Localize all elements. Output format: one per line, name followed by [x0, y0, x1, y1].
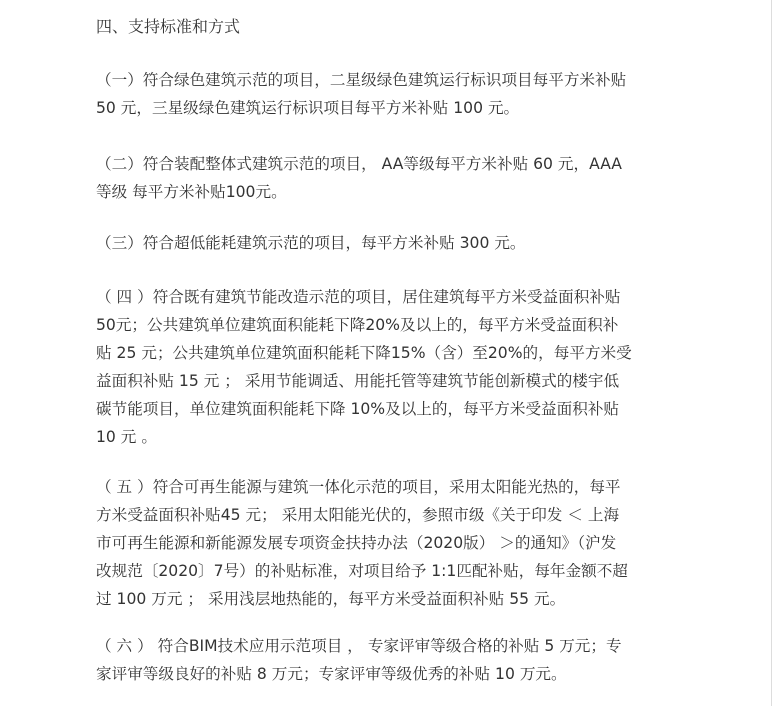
- paragraph-energy-retrofit: [96, 283, 682, 451]
- text-line: 益面积补贴 15 元 ； 采用节能调适、用能托管等建筑节能创新模式的楼宇低: [96, 372, 620, 390]
- paragraph-prefab-building: [96, 150, 682, 206]
- text-line: （ 四 ）符合既有建筑节能改造示范的项目，居住建筑每平方米受益面积补贴: [96, 288, 621, 306]
- paragraph-ultra-low-energy: [96, 229, 682, 257]
- text-line: 10 元 。: [96, 428, 157, 446]
- text-line: 市可再生能源和新能源发展专项资金扶持办法（2020版） ＞的通知》（沪发: [96, 534, 617, 552]
- text-line: （二）符合装配整体式建筑示范的项目， AA等级每平方米补贴 60 元，AAA: [96, 155, 622, 173]
- text-line: 改规范〔2020〕7号）的补贴标准，对项目给予 1:1匹配补贴，每年金额不超: [96, 562, 628, 580]
- text-line: 贴 25 元；公共建筑单位建筑面积能耗下降15%（含）至20%的，每平方米受: [96, 344, 632, 362]
- section-heading: 四、支持标准和方式: [96, 17, 241, 36]
- text-line: 等级 每平方米补贴100元。: [96, 183, 287, 201]
- paragraph-green-building: [96, 66, 682, 122]
- paragraph-bim: [96, 632, 682, 688]
- text-line: 方米受益面积补贴45 元； 采用太阳能光伏的，参照市级《关于印发 ＜ 上海: [96, 506, 620, 524]
- paragraph-renewable-energy: [96, 473, 682, 613]
- text-line: 50 元，三星级绿色建筑运行标识项目每平方米补贴 100 元。: [96, 99, 520, 117]
- text-line: 碳节能项目，单位建筑面积能耗下降 10%及以上的，每平方米受益面积补贴: [96, 400, 620, 418]
- text-line: （三）符合超低能耗建筑示范的项目，每平方米补贴 300 元。: [96, 234, 526, 252]
- text-line: 50元；公共建筑单位建筑面积能耗下降20%及以上的，每平方米受益面积补: [96, 316, 619, 334]
- text-line: （ 六 ） 符合BIM技术应用示范项目 ， 专家评审等级合格的补贴 5 万元；专: [96, 637, 622, 655]
- text-line: （一）符合绿色建筑示范的项目，二星级绿色建筑运行标识项目每平方米补贴: [96, 71, 627, 89]
- text-line: 过 100 万元 ； 采用浅层地热能的，每平方米受益面积补贴 55 元。: [96, 590, 566, 608]
- text-line: （ 五 ）符合可再生能源与建筑一体化示范的项目，采用太阳能光热的，每平: [96, 478, 621, 496]
- text-line: 家评审等级良好的补贴 8 万元；专家评审等级优秀的补贴 10 万元。: [96, 665, 567, 683]
